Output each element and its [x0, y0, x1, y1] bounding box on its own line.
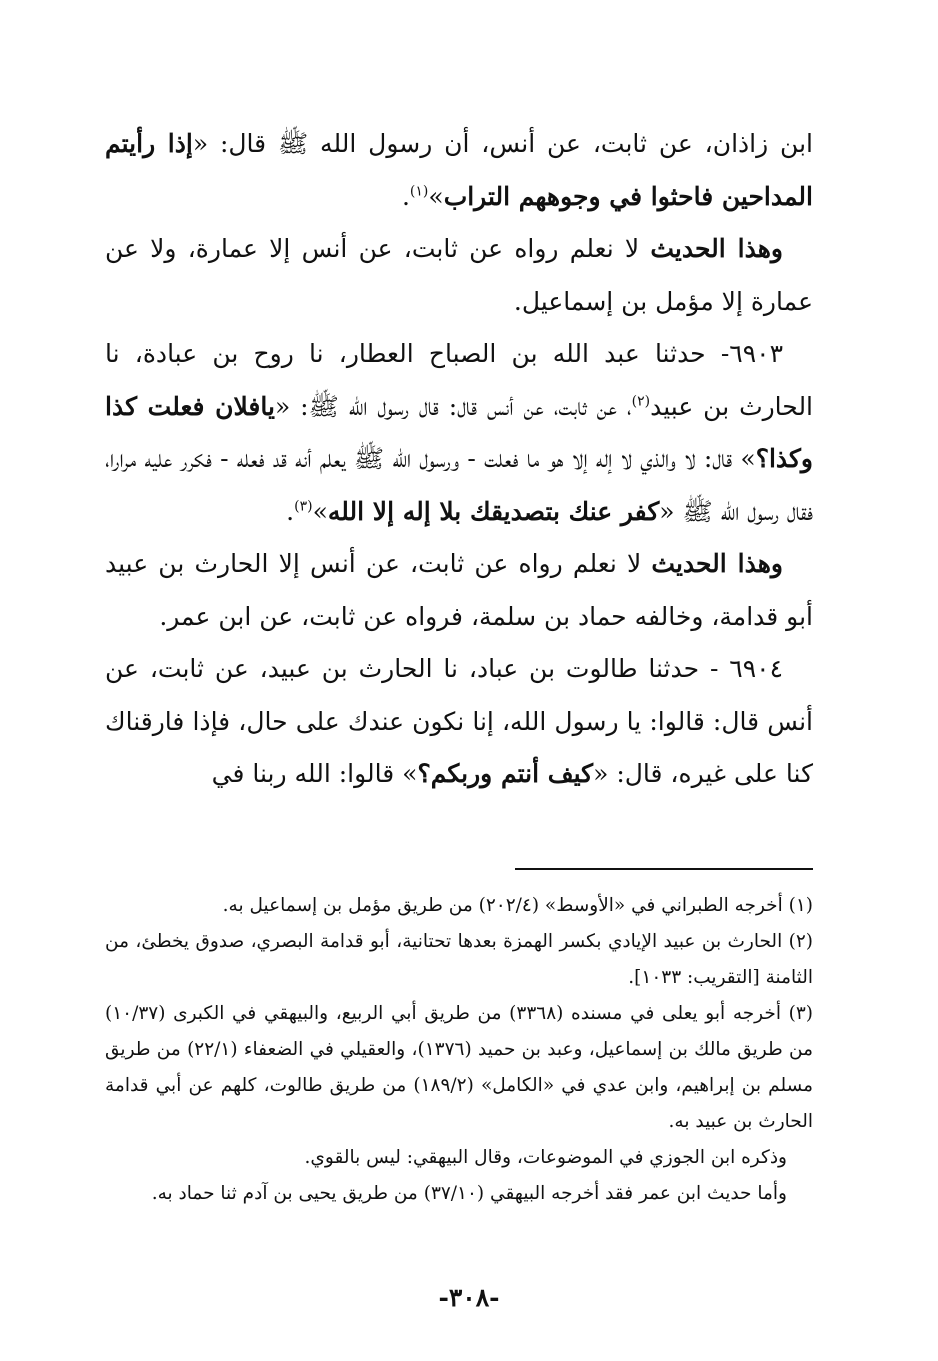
hadith-text: إذا رأيتم المداحين فاحثوا في وجوههم التراب: [105, 129, 813, 211]
footnotes: [105, 888, 813, 1212]
paragraph-1: ابن زاذان، عن ثابت، عن أنس، أن رسول الله ﷺ قال: «إذا رأيتم المداحين فاحثوا في وجوههم التراب»$^{(١)}$.: [105, 129, 813, 211]
paragraph-4: وهذا الحديث لا نعلم رواه عن ثابت، عن أنس إلا الحارث بن عبيد أبو قدامة، وخالفه حماد بن سلمة، فرواه عن ثابت، عن ابن عمر.: [105, 549, 813, 631]
footnote-2: (٢) الحارث بن عبيد الإيادي بكسر الهمزة بعدها تحتانية، أبو قدامة البصري، صدوق يخطئ، من الثامنة [التقريب: ١٠٣٣].: [105, 931, 813, 988]
hadith-text: كفر عنك بتصديقك بلا إله إلا الله: [327, 496, 660, 526]
footnote-ref-2: (٢): [631, 393, 651, 410]
hadith-text: يافلان فعلت كذا وكذا؟: [105, 391, 813, 473]
footnote-ref-1: (١): [409, 183, 429, 200]
page-number: -٣٠٨-: [438, 1283, 500, 1312]
hadith-text: كيف أنتم وربكم؟: [417, 759, 594, 788]
footnote-ref-3: (٣): [294, 498, 313, 515]
paragraph-2: وهذا الحديث لا نعلم رواه عن ثابت، عن أنس إلا عمارة، ولا عن عمارة إلا مؤمل بن إسماعيل.: [105, 234, 813, 316]
paragraph-3: ٦٩٠٣- حدثنا عبد الله بن الصباح العطار، نا روح بن عبادة، نا الحارث بن عبيد$^{(٢)}$، عن ثابت، عن أنس قال: قال رسول الله ﷺ: «يافلان فعلت كذا وكذا؟» قال: لا والذي لا إله إلا هو ما فعلت - ورسول الله ﷺ يعلم أنه قد فعله - فكرر عليه مرارا، فقال رسول الله ﷺ «كفر عنك بتصديقك بلا إله إلا الله»$^{(٣)}$.: [105, 339, 814, 526]
paragraph-5: ٦٩٠٤ - حدثنا طالوت بن عباد، نا الحارث بن عبيد، عن ثابت، عن أنس قال: قالوا: يا رسول الله، إنا نكون عندك على حال، فإذا فارقناك كنا على غيره، قال: «كيف أنتم وربكم؟» قالوا: الله ربنا في: [105, 654, 813, 788]
footnote-3-continued: وأما حديث ابن عمر فقد أخرجه البيهقي (٣٧/١٠) من طريق يحيى بن آدم ثنا حماد به.: [151, 1183, 787, 1204]
bold-lead: وهذا الحديث: [650, 234, 784, 263]
footnote-1: (١) أخرجه الطبراني في «الأوسط» (٢٠٢/٤) من طريق مؤمل بن إسماعيل به.: [222, 895, 813, 916]
main-text: [105, 118, 813, 801]
footnote-3-continued: وذكره ابن الجوزي في الموضوعات، وقال البيهقي: ليس بالقوي.: [304, 1147, 787, 1168]
footnote-divider: [515, 868, 813, 870]
footnote-3: (٣) أخرجه أبو يعلى في مسنده (٣٣٦٨) من طريق أبي الربيع، والبيهقي في الكبرى (١٠/٣٧) من طريق مالك بن إسماعيل، وعبد بن حميد (١٣٧٦)، والعقيلي في الضعفاء (٢٢/١) من طريق مسلم بن إبراهيم، وابن عدي في «الكامل» (١٨٩/٢) من طريق طالوت، كلهم عن أبي قدامة الحارث بن عبيد به.: [105, 1003, 813, 1132]
bold-lead: وهذا الحديث: [651, 549, 783, 578]
